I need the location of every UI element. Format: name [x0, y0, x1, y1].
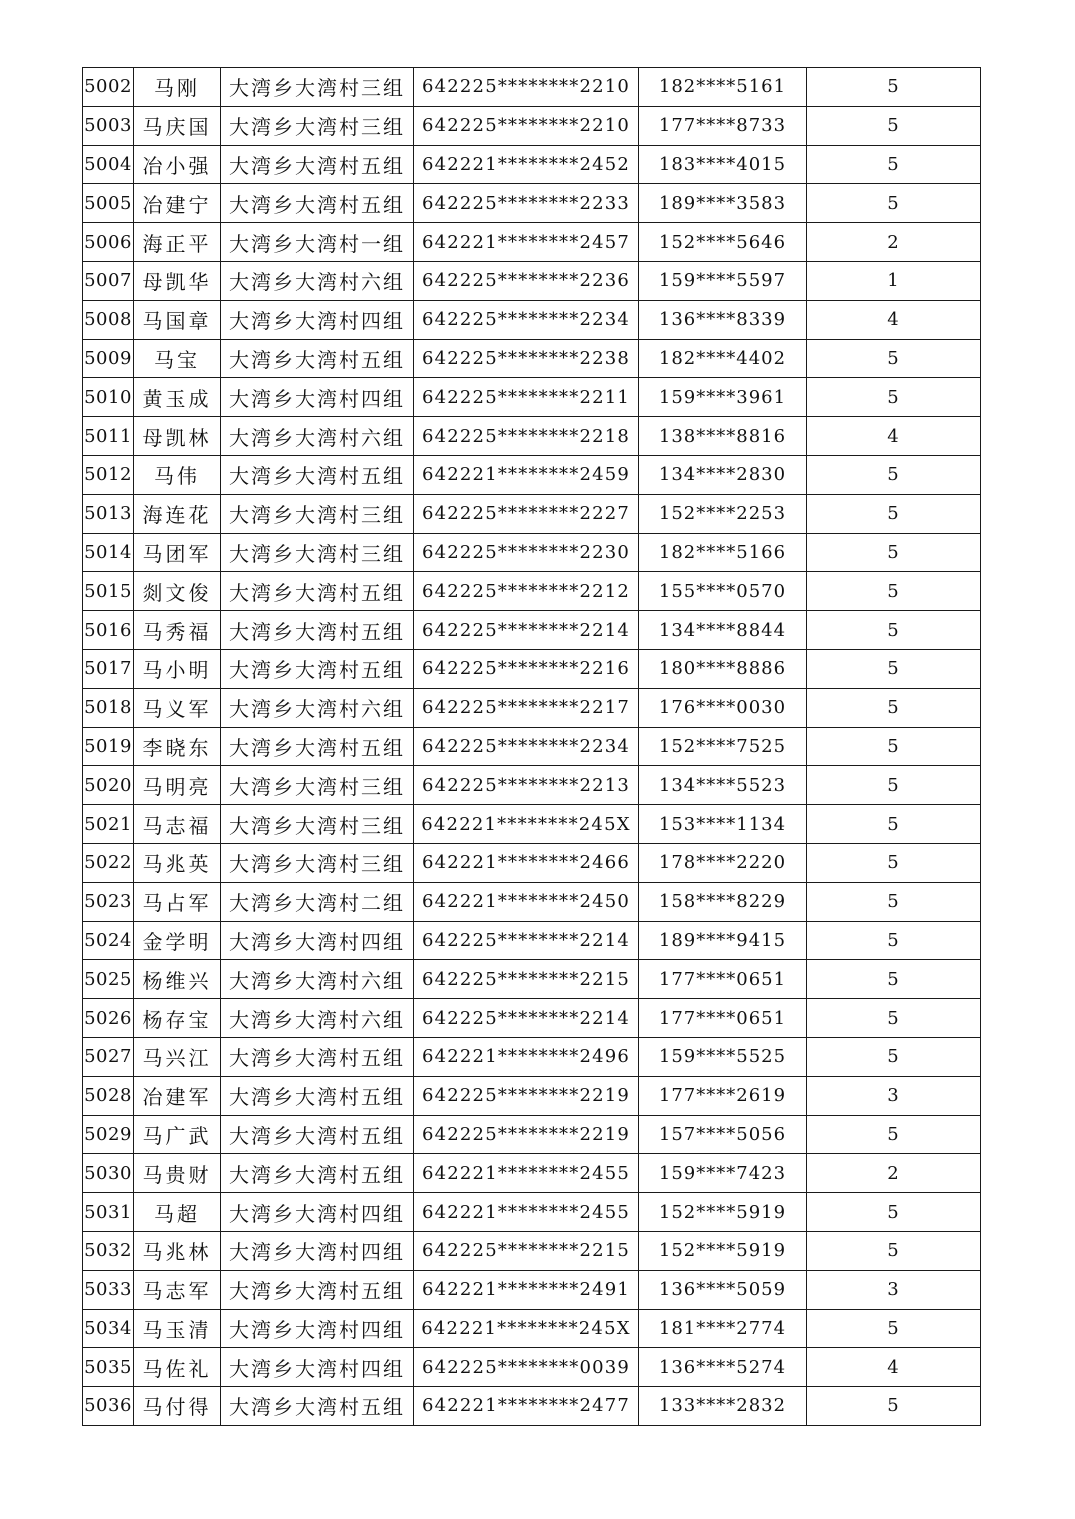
name-cell: 李晓东	[134, 727, 221, 766]
address-cell: 大湾乡大湾村六组	[221, 999, 414, 1038]
name-cell: 冶建宁	[134, 184, 221, 223]
name-cell: 马刚	[134, 68, 221, 107]
serial-number-cell: 5025	[83, 960, 134, 999]
table-row	[83, 261, 981, 300]
phone-cell: 182****4402	[639, 339, 807, 378]
id-number-cell: 642225********2210	[414, 68, 639, 107]
household-count-cell: 2	[807, 1154, 981, 1193]
table-row	[83, 921, 981, 960]
id-number-cell: 642221********245X	[414, 1309, 639, 1348]
name-cell: 马兴江	[134, 1037, 221, 1076]
id-number-cell: 642225********2217	[414, 688, 639, 727]
id-number-cell: 642221********2455	[414, 1154, 639, 1193]
table-row	[83, 300, 981, 339]
serial-number-cell: 5009	[83, 339, 134, 378]
table-row	[83, 145, 981, 184]
phone-cell: 158****8229	[639, 882, 807, 921]
table-row	[83, 378, 981, 417]
household-count-cell: 3	[807, 1076, 981, 1115]
serial-number-cell: 5007	[83, 261, 134, 300]
table-row	[83, 184, 981, 223]
name-cell: 杨维兴	[134, 960, 221, 999]
name-cell: 马兆林	[134, 1231, 221, 1270]
table-row	[83, 533, 981, 572]
address-cell: 大湾乡大湾村三组	[221, 843, 414, 882]
phone-cell: 182****5161	[639, 68, 807, 107]
address-cell: 大湾乡大湾村五组	[221, 727, 414, 766]
address-cell: 大湾乡大湾村五组	[221, 145, 414, 184]
table-row	[83, 688, 981, 727]
table-row	[83, 1231, 981, 1270]
serial-number-cell: 5017	[83, 649, 134, 688]
phone-cell: 189****3583	[639, 184, 807, 223]
table-row	[83, 1309, 981, 1348]
serial-number-cell: 5014	[83, 533, 134, 572]
address-cell: 大湾乡大湾村六组	[221, 261, 414, 300]
serial-number-cell: 5022	[83, 843, 134, 882]
phone-cell: 178****2220	[639, 843, 807, 882]
phone-cell: 152****7525	[639, 727, 807, 766]
phone-cell: 157****5056	[639, 1115, 807, 1154]
name-cell: 马团军	[134, 533, 221, 572]
table-row	[83, 1193, 981, 1232]
serial-number-cell: 5035	[83, 1348, 134, 1387]
id-number-cell: 642221********245X	[414, 805, 639, 844]
name-cell: 海连花	[134, 494, 221, 533]
phone-cell: 159****5597	[639, 261, 807, 300]
serial-number-cell: 5004	[83, 145, 134, 184]
name-cell: 马国章	[134, 300, 221, 339]
id-number-cell: 642225********2210	[414, 106, 639, 145]
phone-cell: 155****0570	[639, 572, 807, 611]
household-count-cell: 4	[807, 1348, 981, 1387]
address-cell: 大湾乡大湾村二组	[221, 882, 414, 921]
phone-cell: 152****5919	[639, 1231, 807, 1270]
table-row	[83, 843, 981, 882]
table-row	[83, 1037, 981, 1076]
table-row	[83, 417, 981, 456]
phone-cell: 177****8733	[639, 106, 807, 145]
table-row	[83, 766, 981, 805]
table-row	[83, 649, 981, 688]
phone-cell: 134****8844	[639, 611, 807, 650]
name-cell: 马明亮	[134, 766, 221, 805]
household-count-cell: 5	[807, 1193, 981, 1232]
phone-cell: 176****0030	[639, 688, 807, 727]
address-cell: 大湾乡大湾村四组	[221, 921, 414, 960]
id-number-cell: 642221********2466	[414, 843, 639, 882]
name-cell: 马玉清	[134, 1309, 221, 1348]
table-row	[83, 572, 981, 611]
household-count-cell: 5	[807, 339, 981, 378]
name-cell: 剡文俊	[134, 572, 221, 611]
table-row	[83, 960, 981, 999]
address-cell: 大湾乡大湾村四组	[221, 1348, 414, 1387]
phone-cell: 180****8886	[639, 649, 807, 688]
table-row	[83, 68, 981, 107]
name-cell: 母凯华	[134, 261, 221, 300]
name-cell: 马超	[134, 1193, 221, 1232]
name-cell: 马志军	[134, 1270, 221, 1309]
id-number-cell: 642221********2491	[414, 1270, 639, 1309]
household-count-cell: 5	[807, 1309, 981, 1348]
name-cell: 金学明	[134, 921, 221, 960]
phone-cell: 133****2832	[639, 1387, 807, 1426]
table-row	[83, 999, 981, 1038]
address-cell: 大湾乡大湾村五组	[221, 1076, 414, 1115]
table-row	[83, 611, 981, 650]
address-cell: 大湾乡大湾村五组	[221, 1037, 414, 1076]
household-count-cell: 5	[807, 649, 981, 688]
table-row	[83, 1387, 981, 1426]
household-count-cell: 5	[807, 106, 981, 145]
phone-cell: 152****2253	[639, 494, 807, 533]
id-number-cell: 642225********0039	[414, 1348, 639, 1387]
address-cell: 大湾乡大湾村六组	[221, 417, 414, 456]
address-cell: 大湾乡大湾村五组	[221, 184, 414, 223]
household-count-cell: 5	[807, 184, 981, 223]
serial-number-cell: 5010	[83, 378, 134, 417]
id-number-cell: 642221********2455	[414, 1193, 639, 1232]
address-cell: 大湾乡大湾村五组	[221, 572, 414, 611]
serial-number-cell: 5021	[83, 805, 134, 844]
address-cell: 大湾乡大湾村五组	[221, 455, 414, 494]
name-cell: 马广武	[134, 1115, 221, 1154]
address-cell: 大湾乡大湾村五组	[221, 1387, 414, 1426]
household-count-cell: 5	[807, 921, 981, 960]
name-cell: 马志福	[134, 805, 221, 844]
household-count-cell: 1	[807, 261, 981, 300]
id-number-cell: 642225********2234	[414, 727, 639, 766]
phone-cell: 153****1134	[639, 805, 807, 844]
serial-number-cell: 5016	[83, 611, 134, 650]
roster-table-body	[83, 68, 981, 1426]
phone-cell: 134****2830	[639, 455, 807, 494]
serial-number-cell: 5003	[83, 106, 134, 145]
phone-cell: 189****9415	[639, 921, 807, 960]
name-cell: 马义军	[134, 688, 221, 727]
id-number-cell: 642221********2496	[414, 1037, 639, 1076]
serial-number-cell: 5023	[83, 882, 134, 921]
id-number-cell: 642225********2238	[414, 339, 639, 378]
phone-cell: 159****5525	[639, 1037, 807, 1076]
address-cell: 大湾乡大湾村六组	[221, 688, 414, 727]
table-row	[83, 805, 981, 844]
table-row	[83, 1270, 981, 1309]
address-cell: 大湾乡大湾村四组	[221, 300, 414, 339]
serial-number-cell: 5029	[83, 1115, 134, 1154]
household-count-cell: 5	[807, 1037, 981, 1076]
table-row	[83, 455, 981, 494]
id-number-cell: 642225********2213	[414, 766, 639, 805]
serial-number-cell: 5034	[83, 1309, 134, 1348]
address-cell: 大湾乡大湾村一组	[221, 223, 414, 262]
household-count-cell: 5	[807, 727, 981, 766]
phone-cell: 134****5523	[639, 766, 807, 805]
serial-number-cell: 5019	[83, 727, 134, 766]
id-number-cell: 642225********2215	[414, 1231, 639, 1270]
id-number-cell: 642225********2214	[414, 921, 639, 960]
table-row	[83, 1154, 981, 1193]
household-count-cell: 5	[807, 611, 981, 650]
address-cell: 大湾乡大湾村六组	[221, 960, 414, 999]
name-cell: 冶建军	[134, 1076, 221, 1115]
id-number-cell: 642225********2219	[414, 1076, 639, 1115]
serial-number-cell: 5008	[83, 300, 134, 339]
serial-number-cell: 5013	[83, 494, 134, 533]
household-count-cell: 5	[807, 843, 981, 882]
serial-number-cell: 5032	[83, 1231, 134, 1270]
serial-number-cell: 5030	[83, 1154, 134, 1193]
id-number-cell: 642221********2459	[414, 455, 639, 494]
name-cell: 马占军	[134, 882, 221, 921]
name-cell: 杨存宝	[134, 999, 221, 1038]
household-count-cell: 5	[807, 533, 981, 572]
address-cell: 大湾乡大湾村三组	[221, 766, 414, 805]
name-cell: 马宝	[134, 339, 221, 378]
address-cell: 大湾乡大湾村三组	[221, 68, 414, 107]
phone-cell: 138****8816	[639, 417, 807, 456]
address-cell: 大湾乡大湾村五组	[221, 339, 414, 378]
phone-cell: 182****5166	[639, 533, 807, 572]
id-number-cell: 642225********2214	[414, 611, 639, 650]
id-number-cell: 642225********2219	[414, 1115, 639, 1154]
serial-number-cell: 5006	[83, 223, 134, 262]
address-cell: 大湾乡大湾村三组	[221, 494, 414, 533]
serial-number-cell: 5002	[83, 68, 134, 107]
address-cell: 大湾乡大湾村五组	[221, 1270, 414, 1309]
serial-number-cell: 5018	[83, 688, 134, 727]
name-cell: 海正平	[134, 223, 221, 262]
address-cell: 大湾乡大湾村三组	[221, 533, 414, 572]
name-cell: 马付得	[134, 1387, 221, 1426]
phone-cell: 136****5274	[639, 1348, 807, 1387]
serial-number-cell: 5036	[83, 1387, 134, 1426]
id-number-cell: 642221********2452	[414, 145, 639, 184]
household-count-cell: 5	[807, 1115, 981, 1154]
household-count-cell: 5	[807, 1387, 981, 1426]
phone-cell: 183****4015	[639, 145, 807, 184]
household-count-cell: 5	[807, 960, 981, 999]
address-cell: 大湾乡大湾村四组	[221, 1231, 414, 1270]
serial-number-cell: 5011	[83, 417, 134, 456]
household-count-cell: 5	[807, 68, 981, 107]
table-row	[83, 223, 981, 262]
household-count-cell: 5	[807, 572, 981, 611]
household-count-cell: 5	[807, 455, 981, 494]
household-count-cell: 5	[807, 882, 981, 921]
address-cell: 大湾乡大湾村三组	[221, 106, 414, 145]
id-number-cell: 642225********2214	[414, 999, 639, 1038]
address-cell: 大湾乡大湾村五组	[221, 611, 414, 650]
name-cell: 马庆国	[134, 106, 221, 145]
table-row	[83, 882, 981, 921]
table-row	[83, 494, 981, 533]
name-cell: 马小明	[134, 649, 221, 688]
household-count-cell: 5	[807, 1231, 981, 1270]
address-cell: 大湾乡大湾村三组	[221, 805, 414, 844]
household-count-cell: 5	[807, 805, 981, 844]
id-number-cell: 642225********2216	[414, 649, 639, 688]
phone-cell: 159****3961	[639, 378, 807, 417]
serial-number-cell: 5012	[83, 455, 134, 494]
serial-number-cell: 5027	[83, 1037, 134, 1076]
id-number-cell: 642225********2236	[414, 261, 639, 300]
serial-number-cell: 5033	[83, 1270, 134, 1309]
id-number-cell: 642225********2211	[414, 378, 639, 417]
name-cell: 母凯林	[134, 417, 221, 456]
address-cell: 大湾乡大湾村五组	[221, 649, 414, 688]
phone-cell: 136****8339	[639, 300, 807, 339]
name-cell: 马秀福	[134, 611, 221, 650]
household-count-cell: 4	[807, 417, 981, 456]
address-cell: 大湾乡大湾村五组	[221, 1115, 414, 1154]
name-cell: 冶小强	[134, 145, 221, 184]
phone-cell: 136****5059	[639, 1270, 807, 1309]
name-cell: 马佐礼	[134, 1348, 221, 1387]
serial-number-cell: 5015	[83, 572, 134, 611]
table-row	[83, 1076, 981, 1115]
id-number-cell: 642221********2457	[414, 223, 639, 262]
household-count-cell: 5	[807, 766, 981, 805]
table-row	[83, 1348, 981, 1387]
phone-cell: 181****2774	[639, 1309, 807, 1348]
address-cell: 大湾乡大湾村四组	[221, 1309, 414, 1348]
name-cell: 马兆英	[134, 843, 221, 882]
phone-cell: 177****2619	[639, 1076, 807, 1115]
name-cell: 黄玉成	[134, 378, 221, 417]
name-cell: 马贵财	[134, 1154, 221, 1193]
serial-number-cell: 5031	[83, 1193, 134, 1232]
name-cell: 马伟	[134, 455, 221, 494]
id-number-cell: 642225********2233	[414, 184, 639, 223]
id-number-cell: 642225********2218	[414, 417, 639, 456]
household-count-cell: 5	[807, 999, 981, 1038]
table-row	[83, 727, 981, 766]
address-cell: 大湾乡大湾村五组	[221, 1154, 414, 1193]
serial-number-cell: 5005	[83, 184, 134, 223]
household-count-cell: 2	[807, 223, 981, 262]
address-cell: 大湾乡大湾村四组	[221, 378, 414, 417]
phone-cell: 177****0651	[639, 960, 807, 999]
id-number-cell: 642225********2230	[414, 533, 639, 572]
id-number-cell: 642225********2215	[414, 960, 639, 999]
household-count-cell: 5	[807, 688, 981, 727]
roster-table	[82, 67, 981, 1426]
household-count-cell: 5	[807, 145, 981, 184]
phone-cell: 177****0651	[639, 999, 807, 1038]
id-number-cell: 642225********2212	[414, 572, 639, 611]
address-cell: 大湾乡大湾村四组	[221, 1193, 414, 1232]
serial-number-cell: 5026	[83, 999, 134, 1038]
id-number-cell: 642221********2450	[414, 882, 639, 921]
id-number-cell: 642225********2227	[414, 494, 639, 533]
table-row	[83, 106, 981, 145]
phone-cell: 159****7423	[639, 1154, 807, 1193]
serial-number-cell: 5028	[83, 1076, 134, 1115]
phone-cell: 152****5919	[639, 1193, 807, 1232]
table-row	[83, 1115, 981, 1154]
id-number-cell: 642221********2477	[414, 1387, 639, 1426]
household-count-cell: 5	[807, 378, 981, 417]
table-row	[83, 339, 981, 378]
household-count-cell: 5	[807, 494, 981, 533]
serial-number-cell: 5024	[83, 921, 134, 960]
household-count-cell: 3	[807, 1270, 981, 1309]
household-count-cell: 4	[807, 300, 981, 339]
serial-number-cell: 5020	[83, 766, 134, 805]
phone-cell: 152****5646	[639, 223, 807, 262]
id-number-cell: 642225********2234	[414, 300, 639, 339]
